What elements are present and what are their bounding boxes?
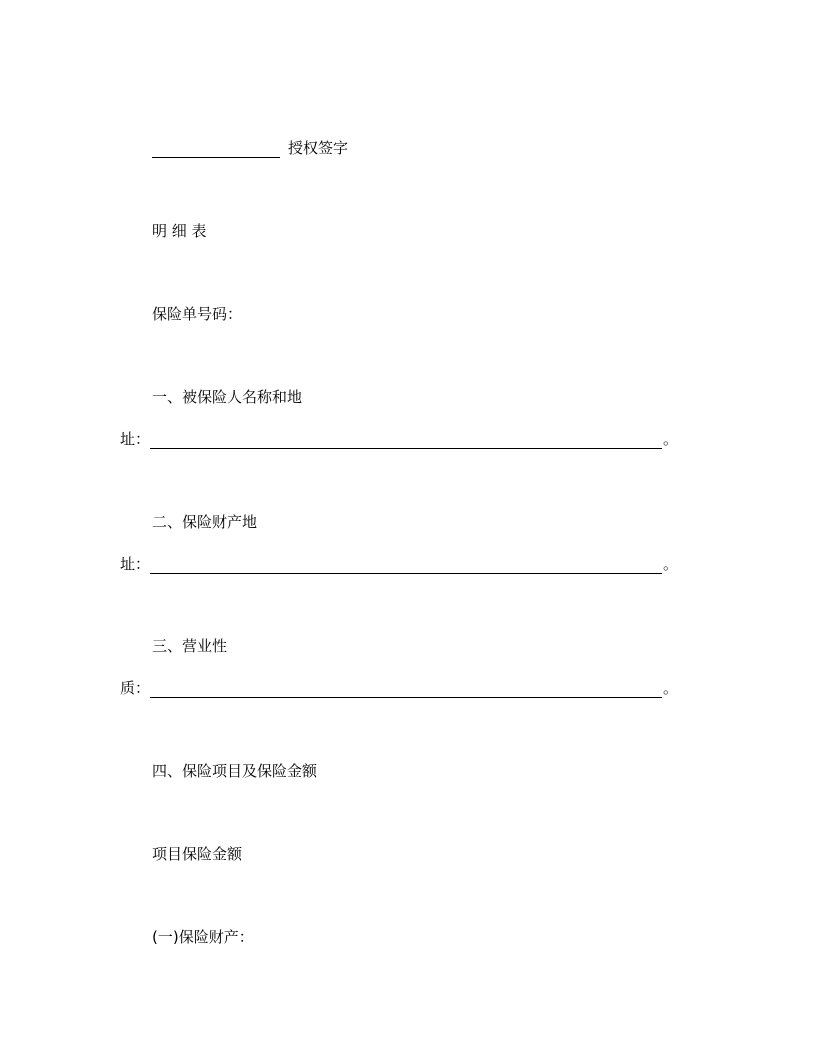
subsection-1-heading: (一)保险财产： [152, 928, 254, 946]
item-header: 项目保险金额 [152, 845, 243, 863]
section-3-blank[interactable] [150, 681, 662, 698]
signature-blank[interactable] [152, 141, 280, 158]
section-1-blank[interactable] [150, 432, 662, 449]
section-2-address-line [120, 554, 678, 574]
section-1-heading: 一、被保险人名称和地 [152, 388, 303, 406]
section-3-nature-line [120, 678, 678, 698]
section-2-blank[interactable] [150, 557, 662, 574]
policy-number-label: 保险单号码： [152, 305, 243, 323]
section-1-cont-label: 址： [120, 430, 151, 448]
section-3-end: 。 [663, 679, 679, 697]
section-4-heading: 四、保险项目及保险金额 [152, 762, 318, 780]
section-3-heading: 三、营业性 [152, 637, 228, 655]
section-2-heading: 二、保险财产地 [152, 513, 258, 531]
section-1-end: 。 [663, 430, 679, 448]
schedule-title: 明 细 表 [152, 222, 207, 240]
section-2-end: 。 [663, 555, 679, 573]
section-3-cont-label: 质： [120, 679, 151, 697]
section-2-cont-label: 址： [120, 555, 151, 573]
section-1-address-line [120, 429, 678, 449]
signature-line [152, 138, 348, 158]
signature-label: 授权签字 [288, 139, 349, 157]
